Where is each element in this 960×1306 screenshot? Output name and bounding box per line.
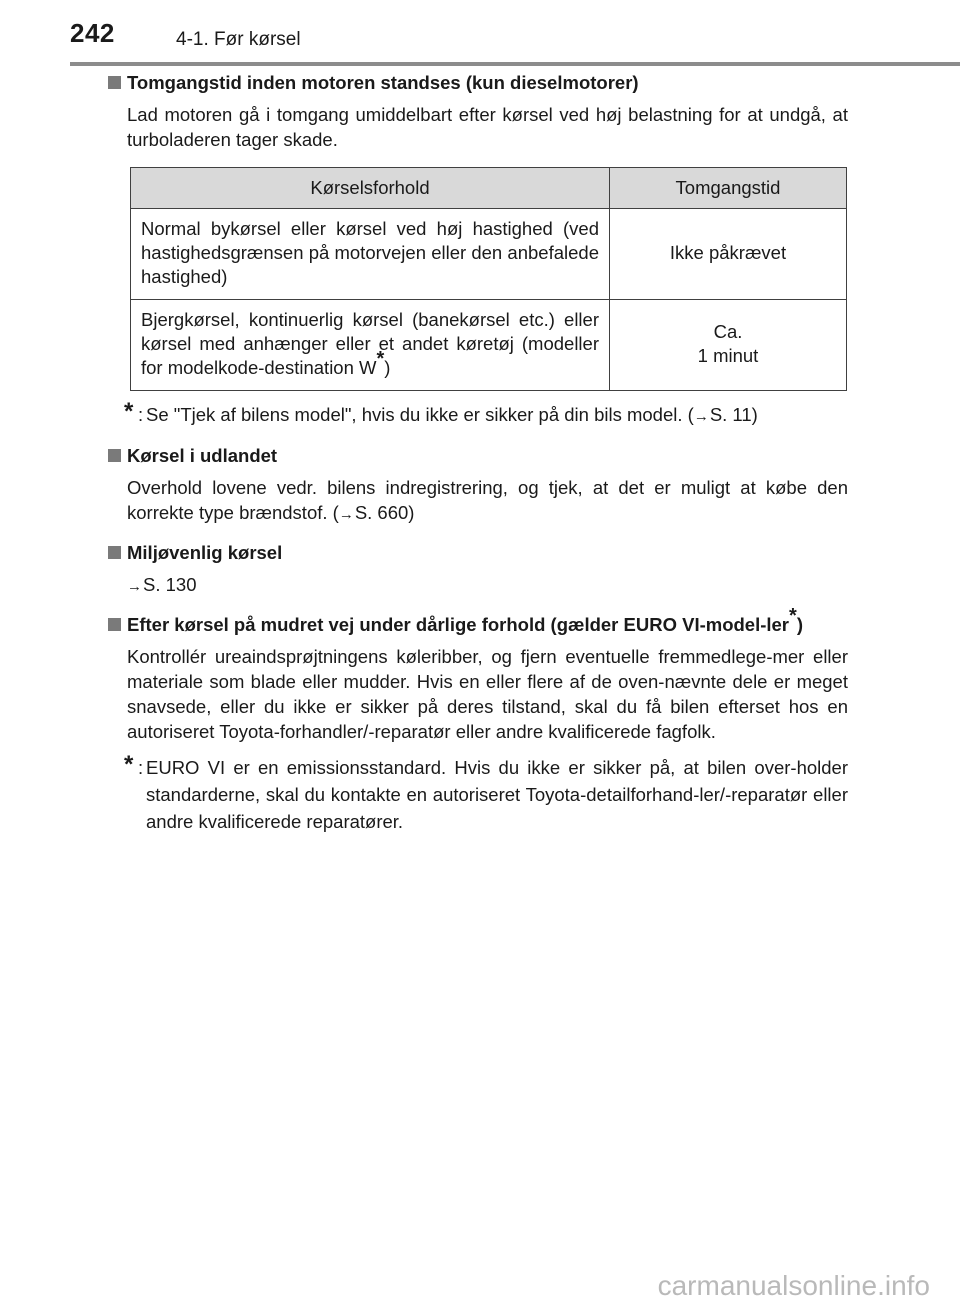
paragraph-idle-time: Lad motoren gå i tomgang umiddelbart efter kørsel ved høj belastning for at undgå, at turboladeren tager skade. [127, 104, 848, 150]
square-bullet-icon [108, 546, 121, 559]
paragraph-eco-driving [108, 572, 848, 599]
table-cell-time: Ikke påkrævet [610, 209, 847, 300]
heading-driving-abroad: Kørsel i udlandet [108, 443, 848, 468]
arrow-right-icon: → [127, 578, 142, 595]
heading-idle-time: Tomgangstid inden motoren standses (kun dieselmotorer) [108, 70, 848, 95]
page-number: 242 [70, 18, 115, 48]
section-title: 4-1. Før kørsel [176, 29, 301, 50]
heading-muddy-road: Efter kørsel på mudret vej under dårlige forhold (gælder EURO VI-model-ler*) [108, 612, 848, 637]
footnote-star: * [124, 398, 134, 425]
footnote-euro-vi: * : EURO VI er en emissionsstandard. Hvis du ikke er sikker på, at bilen over-holder standarderne, skal du kontakte en autoriseret Toyota-detailforhand-ler/-reparatør eller andre kvalificerede reparatører. [124, 751, 848, 832]
table-header-idle-time: Tomgangstid [610, 168, 847, 209]
table-cell-condition: Normal bykørsel eller kørsel ved høj hastighed (ved hastighedsgrænsen på motorvejen eller den anbefalede hastighed) [131, 209, 610, 300]
table-cell-condition: Bjergkørsel, kontinuerlig kørsel (banekørsel etc.) eller kørsel med anhænger eller et andet køretøj (modeller for modelkode-destination W*) [131, 300, 610, 391]
heading-eco-driving: Miljøvenlig kørsel [108, 540, 848, 565]
footnote-star: * [124, 751, 134, 778]
page-reference-link[interactable]: S. 11) [709, 404, 758, 425]
page-header [0, 0, 960, 62]
table-row [131, 300, 847, 391]
square-bullet-icon [108, 618, 121, 631]
table-header-row [131, 168, 847, 209]
footnote-marker: * [376, 347, 385, 370]
table-cell-time: Ca. 1 minut [610, 300, 847, 391]
paragraph-muddy-road: Kontrollér ureaindsprøjtningens køleribber, og fjern eventuelle fremmedlege-mer eller materiale som blade eller mudder. Hvis en eller flere af de oven-nævnte dele er meget snavsede, eller du ikke er sikker på deres tilstand, skal du få bilen efterset hos en autoriseret Toyota-forhandler/-reparatør eller andre kvalificerede fagfolk. [127, 646, 848, 742]
watermark-text: carmanualsonline.info [657, 1270, 930, 1301]
footnote-model: * : Se "Tjek af bilens model", hvis du ikke er sikker på din bils model. (→S. 11) [108, 401, 848, 430]
arrow-right-icon: → [693, 408, 709, 425]
table-row [131, 209, 847, 300]
page-content [108, 70, 848, 835]
footnote-marker: * [789, 604, 797, 627]
square-bullet-icon [108, 76, 121, 89]
square-bullet-icon [108, 449, 121, 462]
idle-time-table [130, 167, 847, 391]
table-header-condition: Kørselsforhold [131, 168, 610, 209]
page-reference-link[interactable]: S. 660) [354, 502, 415, 523]
arrow-right-icon: → [338, 506, 354, 523]
page-reference-link[interactable]: S. 130 [143, 574, 197, 595]
paragraph-driving-abroad: Overhold lovene vedr. bilens indregistrering, og tjek, at det er muligt at købe den korrekte type brændstof. (→S. 660) [108, 475, 848, 527]
header-divider [70, 62, 960, 66]
